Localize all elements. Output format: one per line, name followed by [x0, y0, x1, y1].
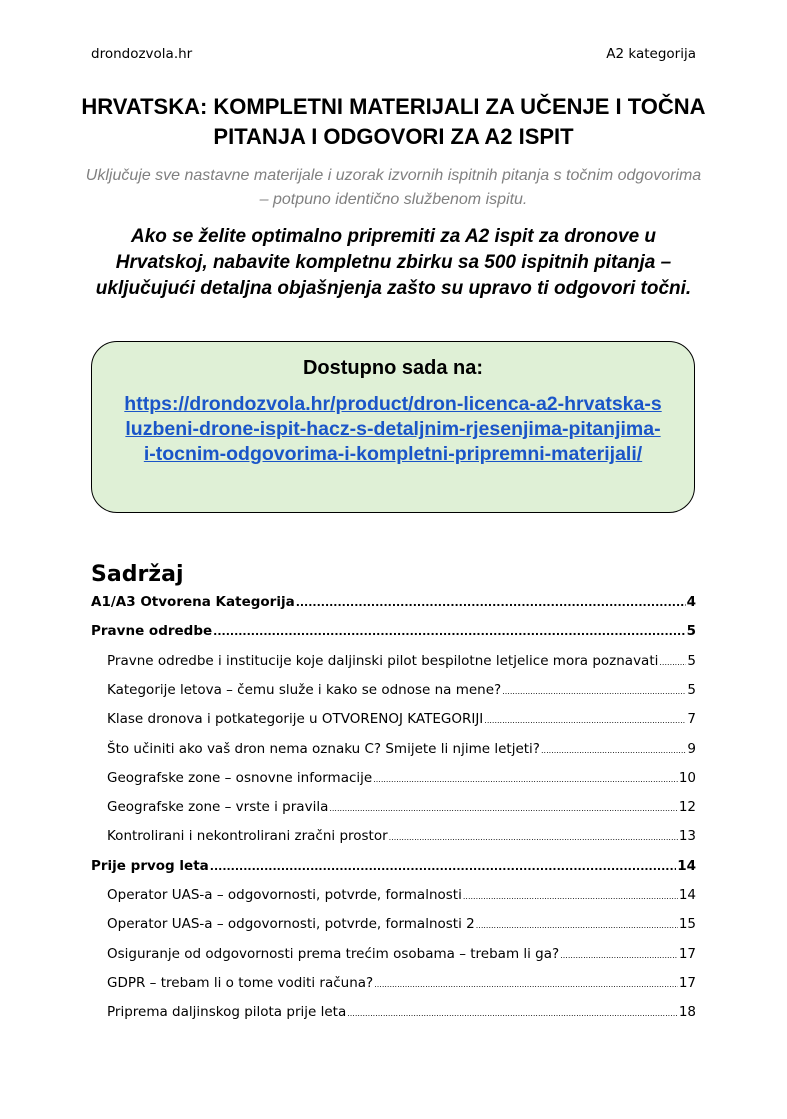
toc-entry-page: 7 [687, 711, 696, 728]
toc-dot-leader [210, 857, 676, 877]
toc-dot-leader [476, 916, 678, 936]
toc-entry-page: 17 [678, 945, 696, 962]
toc-section-entry[interactable] [91, 856, 696, 876]
toc-subsection-entry[interactable] [107, 944, 696, 964]
toc-entry-label: Pravne odredbe i institucije koje daljinski pilot bespilotne letjelice mora poznavati [107, 652, 659, 669]
toc-entry-label: Klase dronova i potkategorije u OTVORENOJ KATEGORIJI [107, 711, 484, 728]
toc-entry-label: Što učiniti ako vaš dron nema oznaku C? Smijete li njime letjeti? [107, 740, 540, 757]
toc-entry-label: Osiguranje od odgovornosti prema trećim osobama – trebam li ga? [107, 945, 560, 962]
toc-entry-page: 9 [687, 740, 696, 757]
toc-dot-leader [347, 1004, 678, 1024]
toc-dot-leader [463, 887, 678, 907]
page-header [91, 46, 696, 66]
toc-entry-label: Kategorije letova – čemu služe i kako se odnose na mene? [107, 681, 502, 698]
toc-entry-page: 15 [678, 916, 696, 933]
toc-dot-leader [560, 946, 678, 966]
header-site-name: drondozvola.hr [91, 46, 193, 62]
toc-dot-leader [502, 682, 686, 702]
toc-entry-page: 5 [687, 652, 696, 669]
toc-subsection-entry[interactable] [107, 797, 696, 817]
toc-entry-page: 14 [677, 857, 696, 874]
toc-entry-label: Kontrolirani i nekontrolirani zračni prostor [107, 828, 388, 845]
toc-dot-leader [374, 975, 678, 995]
toc-subsection-entry[interactable] [107, 768, 696, 788]
toc-entry-label: Prije prvog leta [91, 857, 209, 874]
toc-entry-page: 17 [678, 974, 696, 991]
toc-subsection-entry[interactable] [107, 739, 696, 759]
toc-subsection-entry[interactable] [107, 885, 696, 905]
document-title: HRVATSKA: KOMPLETNI MATERIJALI ZA UČENJE I TOČNA PITANJA I ODGOVORI ZA A2 ISPIT [81, 94, 706, 149]
toc-dot-leader [296, 593, 686, 613]
toc-entry-label: Operator UAS-a – odgovornosti, potvrde, formalnosti 2 [107, 916, 475, 933]
toc-dot-leader [484, 711, 686, 731]
toc-entry-label: A1/A3 Otvorena Kategorija [91, 594, 295, 610]
toc-entry-label: Geografske zone – vrste i pravila [107, 799, 329, 816]
toc-subsection-entry[interactable] [107, 651, 696, 671]
toc-subsection-entry[interactable] [107, 680, 696, 700]
promo-text: Ako se želite optimalno pripremiti za A2 ispit za dronove u Hrvatskoj, nabavite kompletnu zbirku sa 500 ispitnih pitanja – uključujući detaljna objašnjenja zašto su upravo ti odgovori točni. [95, 226, 692, 299]
toc-entry-label: Operator UAS-a – odgovornosti, potvrde, formalnosti [107, 887, 462, 903]
cta-box [91, 341, 695, 513]
toc-dot-leader [541, 741, 686, 761]
toc-entry-page: 13 [678, 828, 696, 845]
cta-heading: Dostupno sada na: [302, 357, 483, 379]
toc-subsection-entry[interactable] [107, 973, 696, 993]
toc-entry-page: 5 [686, 623, 696, 640]
toc-entry-label: Geografske zone – osnovne informacije [107, 769, 373, 786]
toc-entry-label: GDPR – trebam li o tome voditi računa? [107, 974, 374, 991]
toc-entry-label: Priprema daljinskog pilota prije leta [107, 1004, 347, 1021]
toc-dot-leader [213, 622, 685, 642]
toc-entry-page: 5 [687, 681, 696, 698]
toc-entry-page: 12 [678, 799, 696, 816]
toc-title: Sadržaj [91, 562, 184, 587]
toc-subsection-entry[interactable] [107, 709, 696, 729]
toc-entry-page: 18 [678, 1004, 696, 1021]
toc-dot-leader [389, 828, 678, 848]
toc-dot-leader [659, 653, 686, 673]
toc-dot-leader [329, 799, 677, 819]
toc-subsection-entry[interactable] [107, 826, 696, 846]
toc-entry-page: 10 [678, 769, 696, 786]
toc-subsection-entry[interactable] [107, 1002, 696, 1022]
toc-entry-page: 4 [686, 594, 696, 610]
header-category: A2 kategorija [606, 46, 696, 62]
product-link[interactable]: https://drondozvola.hr/product/dron-licenca-a2-hrvatska-sluzbeni-drone-ispit-hacz-s-detaljnim-rjesenjima-pitanjima-i-tocnim-odgovorima-i-kompletni-pripremni-materijali/ [124, 393, 662, 465]
document-subtitle: Uključuje sve nastavne materijale i uzorak izvornih ispitnih pitanja s točnim odgovorima – potpuno identično službenom ispitu. [85, 167, 702, 208]
toc-section-entry[interactable] [91, 592, 696, 612]
toc-dot-leader [373, 770, 678, 790]
toc-section-entry[interactable] [91, 621, 696, 641]
toc-subsection-entry[interactable] [107, 914, 696, 934]
toc-entry-label: Pravne odredbe [91, 623, 213, 640]
toc-entry-page: 14 [678, 887, 696, 903]
